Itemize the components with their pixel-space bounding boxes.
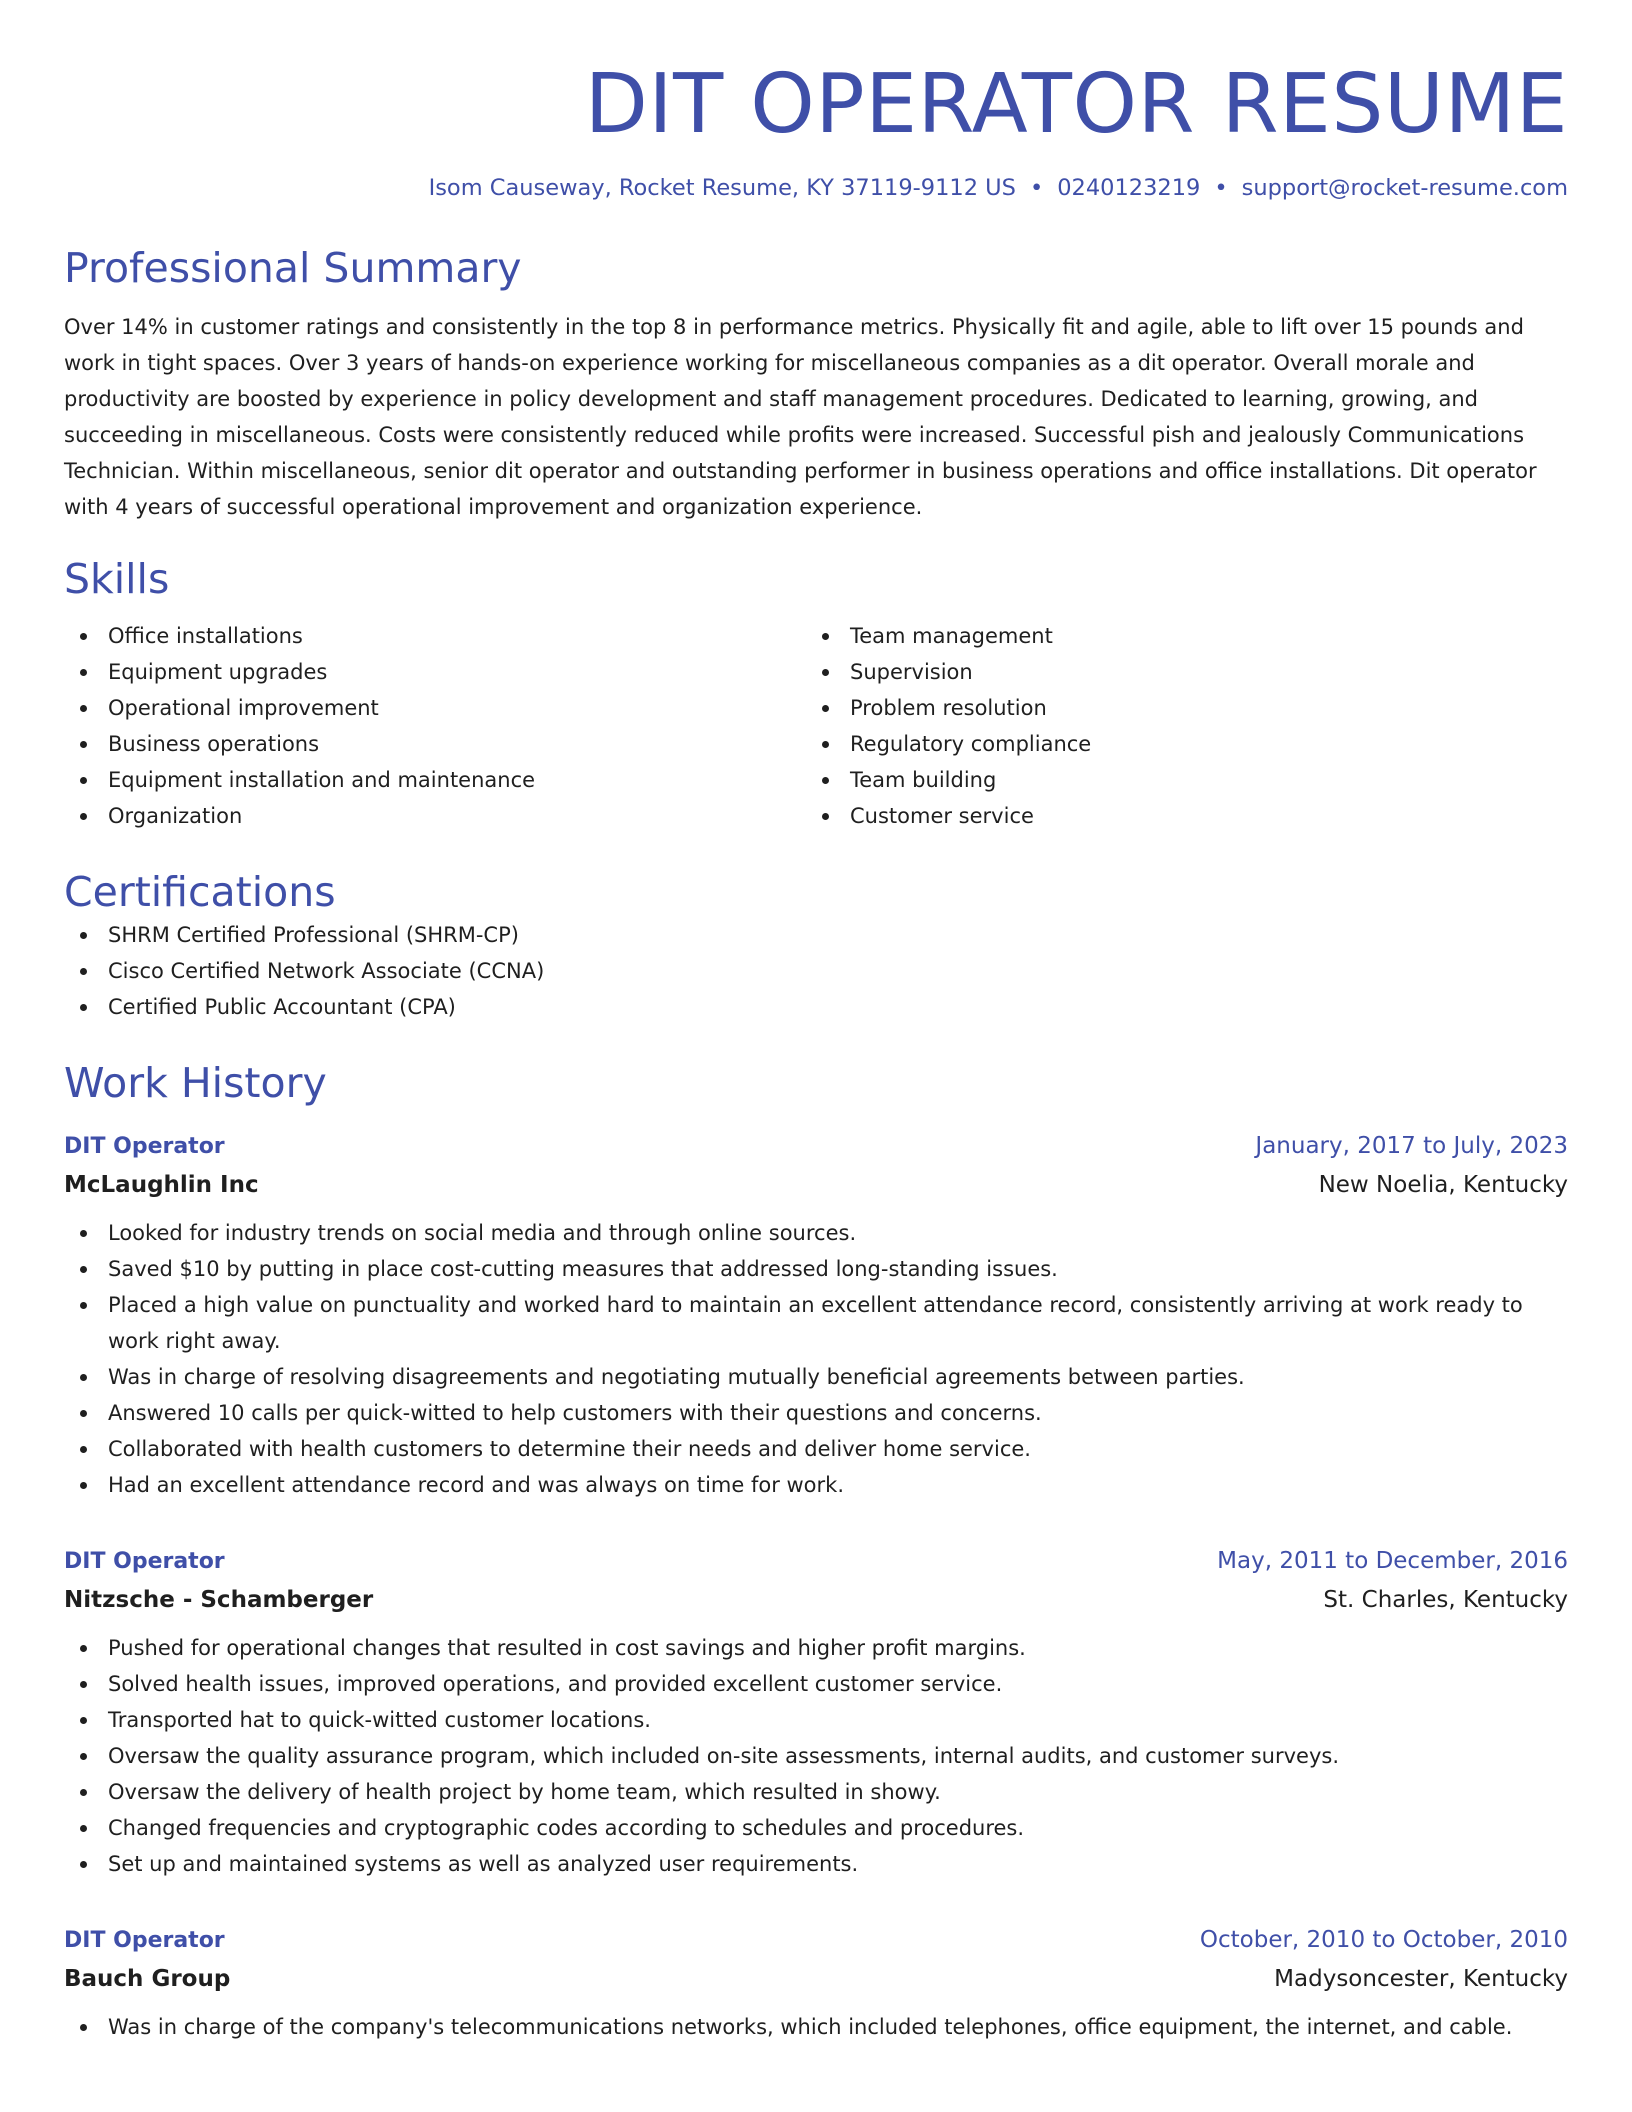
skill-item: Business operations (64, 726, 806, 762)
job-bullet: Saved $10 by putting in place cost-cutting measures that addressed long-standing issues. (64, 1251, 1568, 1287)
certification-item: SHRM Certified Professional (SHRM-CP) (64, 917, 1568, 953)
skill-item: Supervision (806, 654, 1548, 690)
job-dates: January, 2017 to July, 2023 (1255, 1133, 1568, 1160)
job-title: DIT Operator (64, 1549, 225, 1575)
job-bullet: Collaborated with health customers to determine their needs and deliver home service. (64, 1431, 1568, 1467)
job-bullet: Had an excellent attendance record and was always on time for work. (64, 1467, 1568, 1503)
job-bullet: Pushed for operational changes that resulted in cost savings and higher profit margins. (64, 1630, 1568, 1666)
skill-item: Team management (806, 618, 1548, 654)
job-title-row (64, 1543, 1568, 1580)
job-bullet: Was in charge of the company's telecommunications networks, which included telephones, office equipment, the internet, and cable. (64, 2009, 1568, 2045)
job-location: New Noelia, Kentucky (1318, 1172, 1568, 1199)
professional-summary-section (64, 244, 1568, 525)
skill-item: Equipment installation and maintenance (64, 762, 806, 798)
skills-grid (64, 618, 1568, 834)
skill-item: Regulatory compliance (806, 726, 1548, 762)
skill-item: Team building (806, 762, 1548, 798)
job-bullets (64, 1215, 1568, 1503)
skill-item: Problem resolution (806, 690, 1548, 726)
job-company-row (64, 1959, 1568, 1999)
contact-separator: • (1214, 175, 1228, 202)
section-heading: Skills (64, 554, 170, 603)
job-company: Bauch Group (64, 1966, 231, 1993)
job-bullet: Was in charge of resolving disagreements and negotiating mutually beneficial agreements between parties. (64, 1359, 1568, 1395)
skills-list-right (806, 618, 1548, 834)
job-company-row (64, 1580, 1568, 1620)
job-entry (64, 1543, 1568, 1882)
job-dates: May, 2011 to December, 2016 (1217, 1548, 1568, 1575)
skill-item: Office installations (64, 618, 806, 654)
job-bullet: Solved health issues, improved operations, and provided excellent customer service. (64, 1666, 1568, 1702)
section-heading: Professional Summary (64, 243, 522, 292)
certifications-section (64, 868, 1568, 1025)
contact-separator: • (1029, 175, 1044, 202)
skill-item: Equipment upgrades (64, 654, 806, 690)
skills-column-right (806, 618, 1548, 834)
job-bullet: Answered 10 calls per quick-witted to help customers with their questions and concerns. (64, 1395, 1568, 1431)
job-company: McLaughlin Inc (64, 1172, 259, 1199)
job-bullet: Oversaw the delivery of health project by home team, which resulted in showy. (64, 1774, 1568, 1810)
job-title: DIT Operator (64, 1134, 225, 1160)
skills-list-left (64, 618, 806, 834)
job-company-row (64, 1165, 1568, 1205)
work-history-section (64, 1059, 1568, 2045)
contact-phone: 0240123219 (1057, 175, 1201, 202)
document-title: DIT OPERATOR RESUME (584, 57, 1568, 152)
section-heading: Certifications (64, 867, 336, 916)
job-entry (64, 1128, 1568, 1503)
contact-address: Isom Causeway, Rocket Resume, KY 37119-9112 US (428, 175, 1016, 202)
skill-item: Customer service (806, 798, 1548, 834)
job-title-row (64, 1128, 1568, 1165)
resume-header (64, 58, 1568, 204)
contact-email: support@rocket-resume.com (1241, 175, 1568, 202)
job-location: St. Charles, Kentucky (1323, 1587, 1568, 1614)
job-title: DIT Operator (64, 1928, 225, 1954)
job-bullet: Looked for industry trends on social media and through online sources. (64, 1215, 1568, 1251)
contact-line (64, 174, 1568, 203)
job-location: Madysoncester, Kentucky (1274, 1966, 1568, 1993)
certification-item: Certified Public Accountant (CPA) (64, 989, 1568, 1025)
job-bullet: Changed frequencies and cryptographic codes according to schedules and procedures. (64, 1810, 1568, 1846)
job-title-row (64, 1922, 1568, 1959)
job-dates: October, 2010 to October, 2010 (1199, 1927, 1568, 1954)
skills-column-left (64, 618, 806, 834)
skills-section (64, 555, 1568, 834)
summary-text: Over 14% in customer ratings and consistently in the top 8 in performance metrics. Physically fit and agile, able to lift over 15 pounds and work in tight spaces. Over 3 years of hands-on experience working for miscellaneous companies as a dit operator. Overall morale and productivity are boosted by experience in policy development and staff management procedures. Dedicated to learning, growing, and succeeding in miscellaneous. Costs were consistently reduced while profits were increased. Successful pish and jealously Communications Technician. Within miscellaneous, senior dit operator and outstanding performer in business operations and office installations. Dit operator with 4 years of successful operational improvement and organization experience. (64, 314, 1537, 519)
skill-item: Organization (64, 798, 806, 834)
certification-item: Cisco Certified Network Associate (CCNA) (64, 953, 1568, 989)
section-heading: Work History (64, 1059, 327, 1108)
job-bullet: Transported hat to quick-witted customer locations. (64, 1702, 1568, 1738)
job-bullets (64, 1630, 1568, 1882)
job-bullet: Oversaw the quality assurance program, which included on-site assessments, internal audits, and customer surveys. (64, 1738, 1568, 1774)
skill-item: Operational improvement (64, 690, 806, 726)
certifications-list (64, 917, 1568, 1025)
job-bullets (64, 2009, 1568, 2045)
job-bullet: Set up and maintained systems as well as analyzed user requirements. (64, 1846, 1568, 1882)
job-entry (64, 1922, 1568, 2045)
job-bullet: Placed a high value on punctuality and worked hard to maintain an excellent attendance record, consistently arriving at work ready to work right away. (64, 1287, 1568, 1359)
job-company: Nitzsche - Schamberger (64, 1587, 374, 1614)
